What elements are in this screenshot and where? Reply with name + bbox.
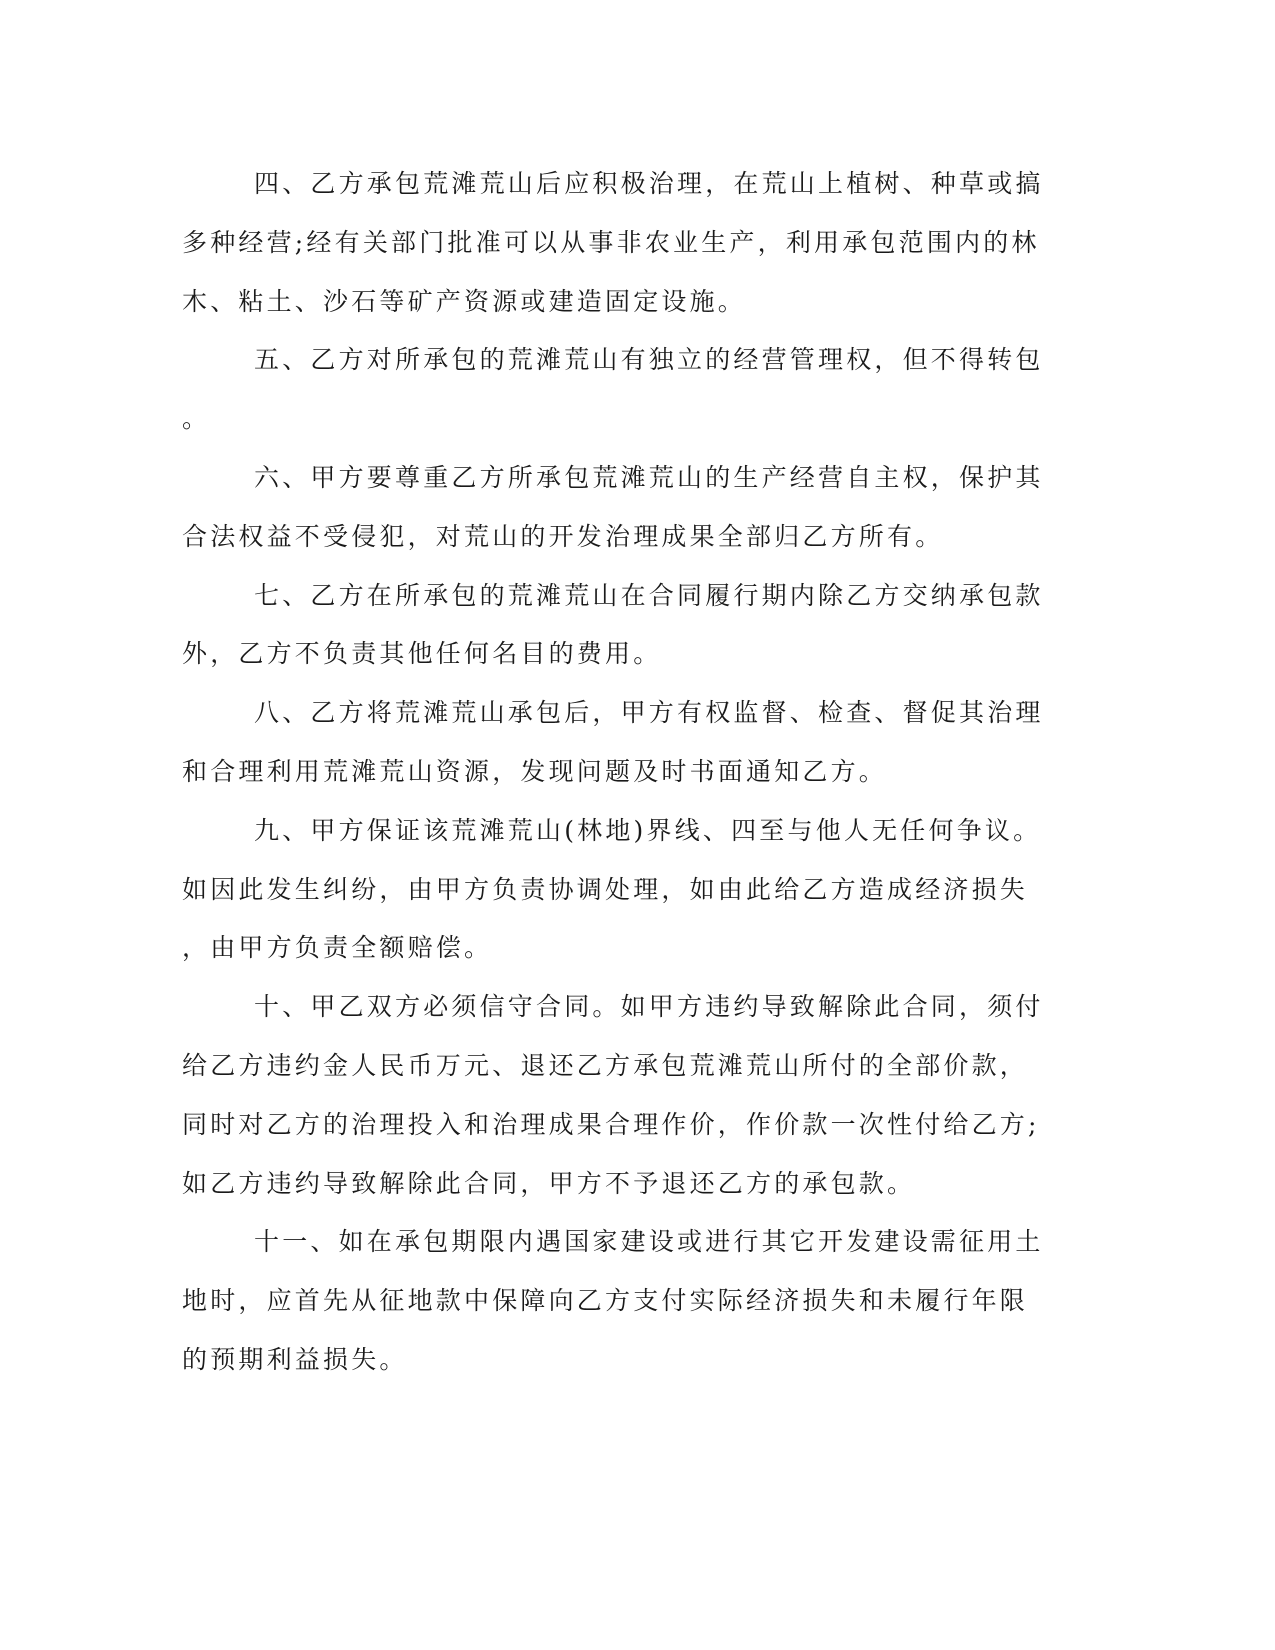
clause-4-line-1: 四、乙方承包荒滩荒山后应积极治理，在荒山上植树、种草或搞: [254, 169, 1044, 198]
clause-10-line-4: 如乙方违约导致解除此合同，甲方不予退还乙方的承包款。: [182, 1168, 916, 1198]
clause-10-line-1: 十、甲乙双方必须信守合同。如甲方违约导致解除此合同，须付: [254, 992, 1044, 1022]
clause-11-line-1: 十一、如在承包期限内遇国家建设或进行其它开发建设需征用土: [254, 1227, 1044, 1257]
clause-8-line-1: 八、乙方将荒滩荒山承包后，甲方有权监督、检查、督促其治理: [254, 698, 1044, 728]
clause-10-line-2: 给乙方违约金人民币万元、退还乙方承包荒滩荒山所付的全部价款，: [182, 1050, 1029, 1080]
clause-9-line-1: 九、甲方保证该荒滩荒山(林地)界线、四至与他人无任何争议。: [254, 815, 1042, 845]
clause-10-line-3: 同时对乙方的治理投入和治理成果合理作价，作价款一次性付给乙方;: [182, 1109, 1040, 1139]
clause-11-line-3: 的预期利益损失。: [182, 1344, 408, 1374]
clause-5-line-2: 。: [182, 404, 211, 434]
clause-5-line-1: 五、乙方对所承包的荒滩荒山有独立的经营管理权，但不得转包: [254, 345, 1044, 375]
clause-6-line-2: 合法权益不受侵犯，对荒山的开发治理成果全部归乙方所有。: [182, 521, 944, 551]
clause-7-line-1: 七、乙方在所承包的荒滩荒山在合同履行期内除乙方交纳承包款: [254, 580, 1044, 610]
clause-8-line-2: 和合理利用荒滩荒山资源，发现问题及时书面通知乙方。: [182, 756, 888, 786]
clause-9-line-3: ，由甲方负责全额赔偿。: [182, 933, 493, 963]
clause-4-line-3: 木、粘土、沙石等矿产资源或建造固定设施。: [182, 286, 747, 316]
clause-6-line-1: 六、甲方要尊重乙方所承包荒滩荒山的生产经营自主权，保护其: [254, 462, 1044, 492]
document-body: [182, 155, 1044, 1390]
clause-7-line-2: 外，乙方不负责其他任何名目的费用。: [182, 639, 662, 669]
clause-4-line-2: 多种经营;经有关部门批准可以从事非农业生产，利用承包范围内的林: [182, 227, 1040, 257]
clause-9-line-2: 如因此发生纠纷，由甲方负责协调处理，如由此给乙方造成经济损失: [182, 874, 1029, 904]
clause-11-line-2: 地时，应首先从征地款中保障向乙方支付实际经济损失和未履行年限: [182, 1286, 1029, 1316]
